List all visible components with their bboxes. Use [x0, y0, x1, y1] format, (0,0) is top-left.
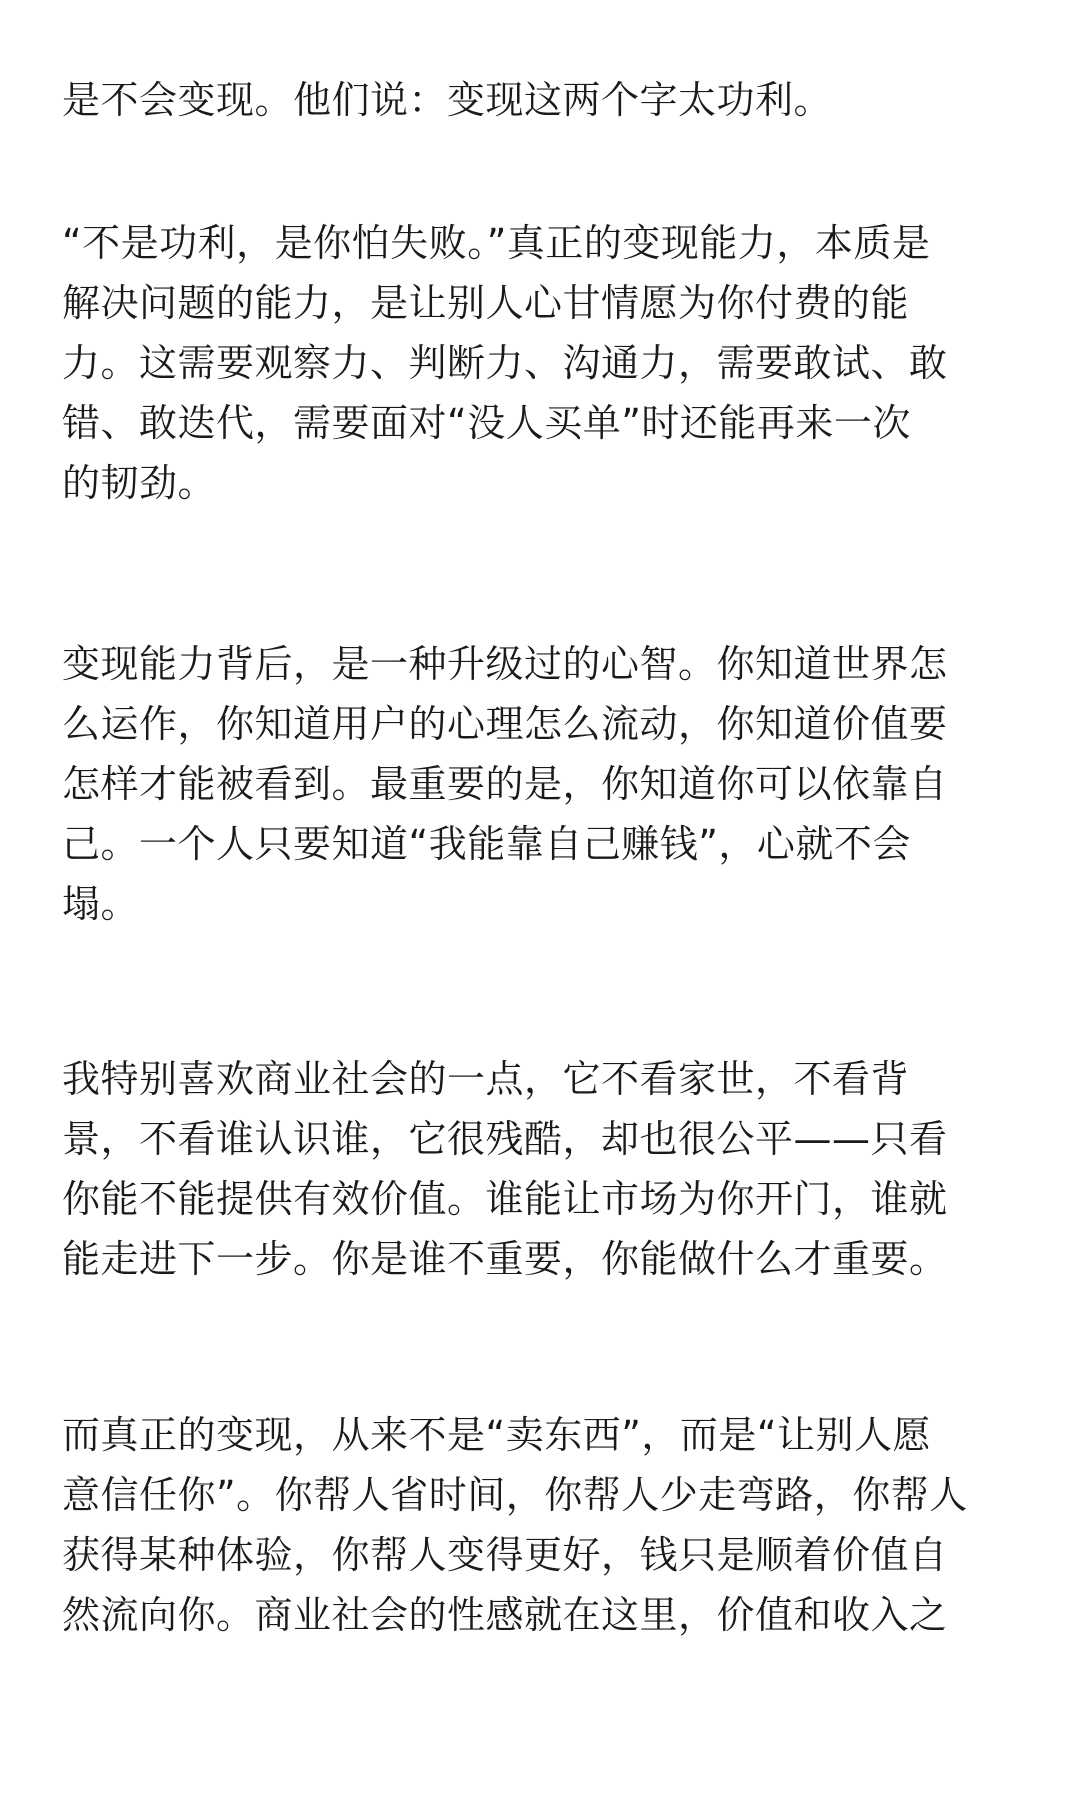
text-line: 力。这需要观察力、判断力、沟通力，需要敢试、敢	[62, 341, 948, 385]
text-line: 的韧劲。	[62, 461, 217, 505]
paragraph-3	[62, 634, 1042, 934]
text-line: 解决问题的能力，是让别人心甘情愿为你付费的能	[62, 281, 910, 325]
text-line: “不是功利，是你怕失败。”真正的变现能力，本质是	[62, 221, 931, 265]
text-line: 景，不看谁认识谁，它很残酷，却也很公平——只看	[62, 1117, 948, 1161]
paragraph-1	[62, 70, 1042, 130]
paragraph-2	[62, 213, 1042, 513]
text-line: 是不会变现。他们说：变现这两个字太功利。	[62, 78, 833, 122]
text-line: 能走进下一步。你是谁不重要，你能做什么才重要。	[62, 1237, 948, 1281]
text-line: 变现能力背后，是一种升级过的心智。你知道世界怎	[62, 642, 948, 686]
text-line: 意信任你”。你帮人省时间，你帮人少走弯路，你帮人	[62, 1473, 968, 1517]
text-line: 么运作，你知道用户的心理怎么流动，你知道价值要	[62, 702, 948, 746]
text-line: 获得某种体验，你帮人变得更好，钱只是顺着价值自	[62, 1533, 948, 1577]
text-line: 而真正的变现，从来不是“卖东西”，而是“让别人愿	[62, 1413, 932, 1457]
text-line: 塌。	[62, 882, 140, 926]
text-line: 错、敢迭代，需要面对“没人买单”时还能再来一次	[62, 401, 911, 445]
paragraph-4	[62, 1049, 1042, 1289]
text-line: 然流向你。商业社会的性感就在这里，价值和收入之	[62, 1593, 948, 1637]
paragraph-5	[62, 1405, 1042, 1645]
text-line: 我特别喜欢商业社会的一点，它不看家世，不看背	[62, 1057, 910, 1101]
text-line: 怎样才能被看到。最重要的是，你知道你可以依靠自	[62, 762, 948, 806]
text-line: 你能不能提供有效价值。谁能让市场为你开门，谁就	[62, 1177, 948, 1221]
text-line: 己。一个人只要知道“我能靠自己赚钱”，心就不会	[62, 822, 911, 866]
